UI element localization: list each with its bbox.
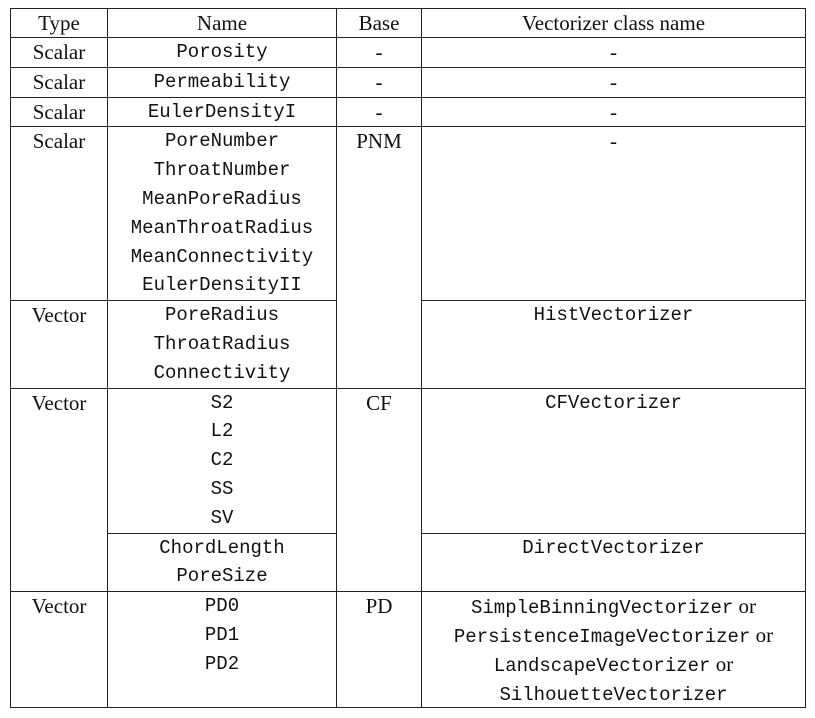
feature-name: ChordLength [159, 536, 285, 559]
cell-type: Scalar [11, 67, 108, 97]
feature-name: MeanPoreRadius [142, 187, 302, 210]
cell-vectorizer: DirectVectorizer [422, 533, 806, 592]
cell-name [108, 38, 337, 68]
cell-vectorizer: - [422, 38, 806, 68]
feature-name: PoreSize [176, 565, 268, 588]
cell-name [108, 388, 337, 533]
header-name: Name [108, 9, 337, 38]
cell-name [108, 127, 337, 301]
or-connector: or [755, 622, 774, 647]
cell-name [108, 67, 337, 97]
cell-name [108, 592, 337, 708]
cell-type: Scalar [11, 127, 108, 301]
feature-name: Porosity [176, 41, 268, 63]
cell-base: CF [337, 388, 422, 592]
vectorizer-name: LandscapeVectorizer [493, 654, 711, 677]
cell-vectorizer: HistVectorizer [422, 301, 806, 388]
cell-base: PD [337, 592, 422, 708]
table-row-pnm-scalars [11, 127, 806, 301]
table-row-euler-density-i [11, 97, 806, 127]
cell-vectorizer: - [422, 67, 806, 97]
features-table [10, 8, 806, 708]
feature-name: MeanThroatRadius [130, 216, 314, 239]
table-row-cf-vectors [11, 388, 806, 533]
cell-type: Vector [11, 301, 108, 388]
header-type: Type [11, 9, 108, 38]
feature-name: Connectivity [153, 361, 291, 384]
vectorizer-option [426, 592, 801, 621]
cell-base: PNM [337, 127, 422, 388]
feature-name: ThroatNumber [153, 159, 291, 182]
feature-name: PD2 [204, 652, 240, 675]
cell-base: - [337, 67, 422, 97]
feature-name: EulerDensityI [147, 100, 297, 123]
table-row-pd-vectors [11, 592, 806, 708]
feature-name: L2 [210, 420, 234, 443]
feature-name: MeanConnectivity [130, 245, 314, 268]
cell-type: Vector [11, 592, 108, 708]
or-connector: or [738, 594, 756, 619]
feature-name: PD1 [204, 623, 240, 646]
feature-name: SS [210, 477, 234, 500]
cell-type: Vector [11, 388, 108, 592]
header-row [11, 9, 806, 38]
cell-name [108, 533, 337, 592]
cell-base: - [337, 38, 422, 68]
feature-name: ThroatRadius [153, 332, 291, 355]
vectorizer-name: PersistenceImageVectorizer [453, 625, 751, 648]
vectorizer-option [426, 679, 801, 708]
feature-name: EulerDensityII [142, 274, 302, 297]
table-row-permeability [11, 67, 806, 97]
vectorizer-option [426, 621, 801, 650]
feature-name: PD0 [204, 595, 240, 618]
vectorizer-option [426, 650, 801, 679]
feature-name: SV [210, 506, 234, 529]
features-table-container [10, 8, 806, 708]
feature-name: PoreRadius [164, 304, 280, 327]
cell-vectorizer: - [422, 127, 806, 301]
feature-name: Permeability [153, 70, 291, 93]
cell-type: Scalar [11, 38, 108, 68]
cell-vectorizer [422, 592, 806, 708]
table-row-porosity [11, 38, 806, 68]
header-vectorizer: Vectorizer class name [422, 9, 806, 38]
feature-name: PoreNumber [164, 130, 280, 153]
cell-vectorizer: CFVectorizer [422, 388, 806, 533]
cell-base: - [337, 97, 422, 127]
or-connector: or [715, 651, 734, 676]
vectorizer-name: SilhouetteVectorizer [499, 683, 728, 706]
header-base: Base [337, 9, 422, 38]
cell-vectorizer: - [422, 97, 806, 127]
feature-name: C2 [210, 449, 234, 472]
cell-type: Scalar [11, 97, 108, 127]
cell-name [108, 97, 337, 127]
cell-name [108, 301, 337, 388]
vectorizer-name: SimpleBinningVectorizer [471, 597, 734, 620]
feature-name: S2 [210, 391, 234, 414]
